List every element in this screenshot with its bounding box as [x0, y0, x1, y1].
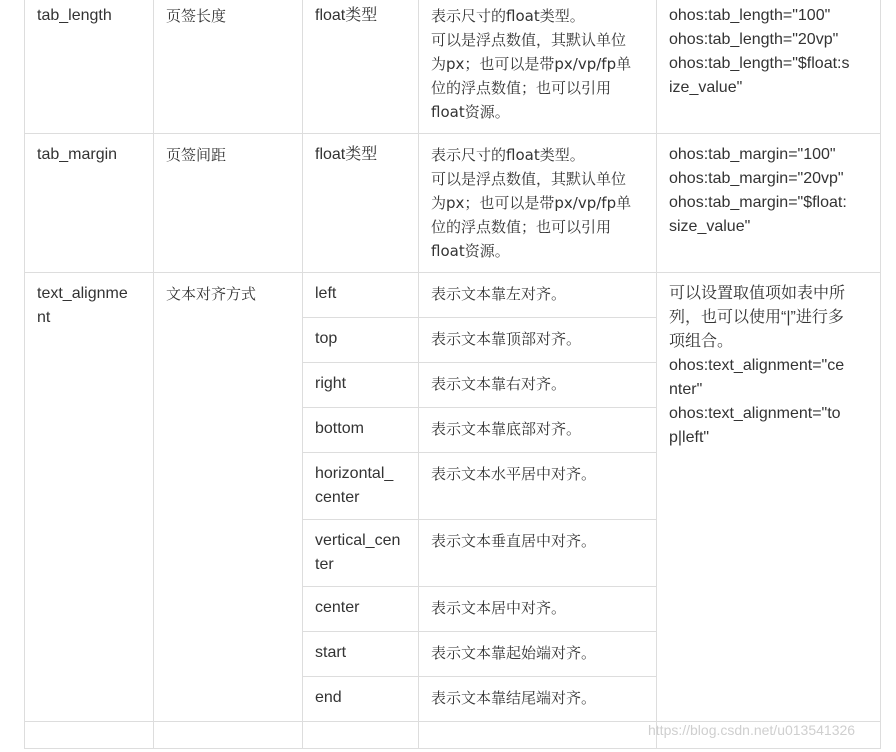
value-line: center	[315, 489, 360, 506]
attr-desc-cell	[419, 134, 657, 273]
value-desc-cell: 表示文本水平居中对齐。	[419, 453, 657, 520]
value-cell	[303, 520, 419, 587]
desc-line: 可以是浮点数值，其默认单位	[431, 170, 627, 188]
value-cell: bottom	[303, 408, 419, 453]
desc-line: 为px；也可以是带px/vp/fp单	[431, 55, 632, 73]
attr-chinese-name-cell: 页签长度	[154, 0, 303, 134]
desc-line: 可以是浮点数值，其默认单位	[431, 31, 627, 49]
example-line: p|left"	[669, 429, 710, 446]
example-line: 列，也可以使用“|”进行多	[669, 309, 844, 326]
empty-cell	[419, 722, 657, 749]
value-cell: right	[303, 363, 419, 408]
value-desc-cell: 表示文本垂直居中对齐。	[419, 520, 657, 587]
attr-name-line: text_alignme	[37, 285, 128, 302]
value-line: ter	[315, 556, 334, 573]
attr-type-text: float类型	[315, 146, 378, 163]
attr-example-cell	[657, 0, 881, 134]
attr-example-cell	[657, 273, 881, 722]
example-line: nter"	[669, 381, 703, 398]
example-line: ohos:tab_length="100"	[669, 7, 831, 24]
attr-example-cell	[657, 134, 881, 273]
attribute-table	[24, 0, 881, 749]
desc-line: float资源。	[431, 242, 510, 260]
table-row	[25, 273, 881, 318]
attr-desc-cell	[419, 0, 657, 134]
example-line: ohos:tab_length="20vp"	[669, 31, 839, 48]
value-line: horizontal_	[315, 465, 394, 482]
desc-line: 表示尺寸的float类型。	[431, 146, 585, 164]
example-line: ohos:text_alignment="to	[669, 405, 841, 422]
attr-name-cell: tab_margin	[25, 134, 154, 273]
desc-line: 为px；也可以是带px/vp/fp单	[431, 194, 632, 212]
example-line: size_value"	[669, 218, 751, 235]
value-desc-cell: 表示文本居中对齐。	[419, 587, 657, 632]
example-line: ohos:text_alignment="ce	[669, 357, 845, 374]
value-cell: top	[303, 318, 419, 363]
attr-name-line: nt	[37, 309, 51, 326]
value-desc-cell: 表示文本靠结尾端对齐。	[419, 677, 657, 722]
example-line: ohos:tab_margin="$float:	[669, 194, 847, 211]
desc-line: 表示尺寸的float类型。	[431, 7, 585, 25]
value-cell: start	[303, 632, 419, 677]
attr-name-cell	[25, 273, 154, 722]
value-desc-cell: 表示文本靠起始端对齐。	[419, 632, 657, 677]
attr-chinese-name-cell: 页签间距	[154, 134, 303, 273]
value-desc-cell: 表示文本靠底部对齐。	[419, 408, 657, 453]
attr-type-cell	[303, 0, 419, 134]
example-line: 可以设置取值项如表中所	[669, 285, 846, 302]
attr-chinese-name-cell: 文本对齐方式	[154, 273, 303, 722]
attr-type-cell	[303, 134, 419, 273]
desc-line: 位的浮点数值；也可以引用	[431, 79, 612, 97]
desc-line: float资源。	[431, 103, 510, 121]
table-row	[25, 0, 881, 134]
value-desc-cell: 表示文本靠顶部对齐。	[419, 318, 657, 363]
example-line: ize_value"	[669, 79, 743, 96]
value-line: vertical_cen	[315, 532, 401, 549]
attr-type-text: float类型	[315, 7, 378, 24]
example-line: 项组合。	[669, 333, 734, 350]
example-line: ohos:tab_margin="100"	[669, 146, 836, 163]
empty-cell	[25, 722, 154, 749]
value-cell	[303, 453, 419, 520]
value-cell: center	[303, 587, 419, 632]
desc-line: 位的浮点数值；也可以引用	[431, 218, 612, 236]
value-cell: end	[303, 677, 419, 722]
empty-cell	[154, 722, 303, 749]
table-row	[25, 134, 881, 273]
value-desc-cell: 表示文本靠右对齐。	[419, 363, 657, 408]
value-desc-cell: 表示文本靠左对齐。	[419, 273, 657, 318]
example-line: ohos:tab_length="$float:s	[669, 55, 850, 72]
example-line: ohos:tab_margin="20vp"	[669, 170, 844, 187]
empty-cell	[303, 722, 419, 749]
watermark: https://blog.csdn.net/u013541326	[648, 722, 856, 738]
attr-name-cell: tab_length	[25, 0, 154, 134]
value-cell: left	[303, 273, 419, 318]
